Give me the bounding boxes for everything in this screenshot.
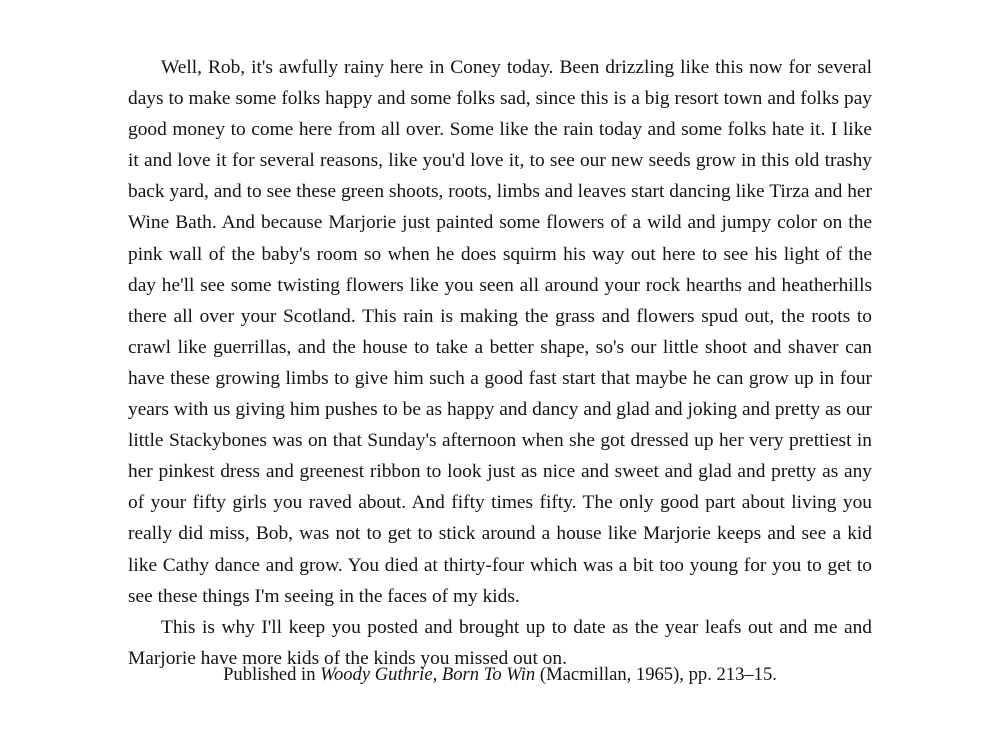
credit-source-title: Woody Guthrie, Born To Win [320, 664, 536, 685]
paragraph-2: This is why I'll keep you posted and brought up to date as the year leafs out and me and Marjorie have more kids of the kinds you missed out on. [128, 616, 872, 669]
letter-body [128, 52, 872, 674]
credit-suffix: (Macmillan, 1965), pp. 213–15. [535, 664, 777, 685]
credit-prefix: Published in [223, 664, 321, 685]
publication-credit [128, 662, 872, 688]
paragraph-1: Well, Rob, it's awfully rainy here in Coney today. Been drizzling like this now for several days to make some folks happy and some folks sad, since this is a big resort town and folks pay good money to come here from all over. Some like the rain today and some folks hate it. I like it and love it for several reasons, like you'd love it, to see our new seeds grow in this old trashy back yard, and to see these green shoots, roots, limbs and leaves start dancing like Tirza and her Wine Bath. And because Marjorie just painted some flowers of a wild and jumpy color on the pink wall of the baby's room so when he does squirm his way out here to see his light of the day he'll see some twisting flowers like you seen all around your rock hearths and heatherhills there all over your Scotland. This rain is making the grass and flowers spud out, the roots to crawl like guerrillas, and the house to take a better shape, so's our little shoot and shaver can have these growing limbs to give him such a good fast start that maybe he can grow up in four years with us giving him pushes to be as happy and dancy and glad and joking and pretty as our little Stackybones was on that Sunday's afternoon when she got dressed up her very prettiest in her pinkest dress and greenest ribbon to look just as nice and sweet and glad and pretty as any of your fifty girls you raved about. And fifty times fifty. The only good part about living you really did miss, Bob, was not to get to stick around a house like Marjorie keeps and see a kid like Cathy dance and grow. You died at thirty-four which was a bit too young for you to get to see these things I'm seeing in the faces of my kids. [128, 57, 872, 607]
